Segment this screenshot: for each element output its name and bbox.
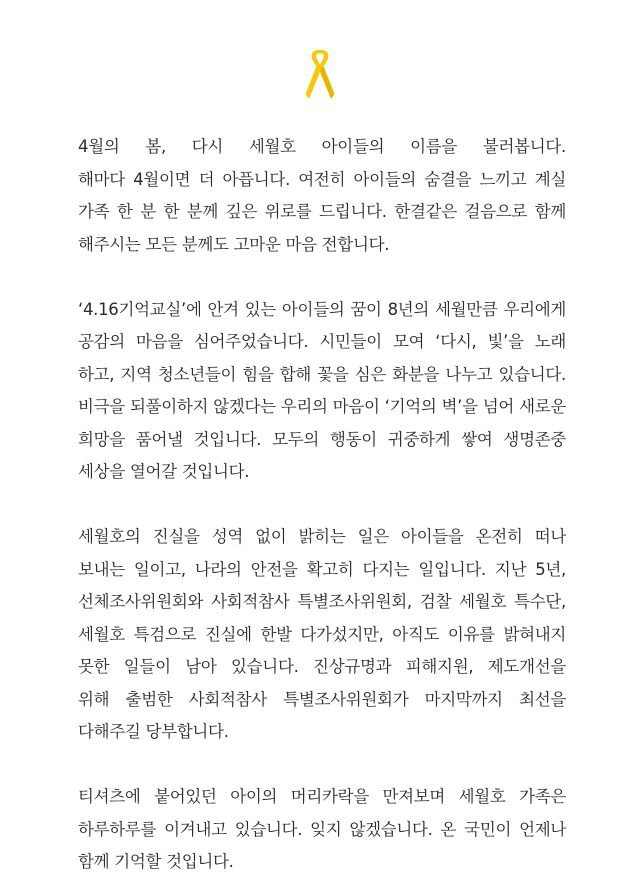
paragraph-line: 세월호 특검으로 진실에 한발 다가섰지만, 아직도 이유를 밝혀내지 [78, 624, 566, 644]
paragraph-line: 희망을 품어낼 것입니다. 모두의 행동이 귀중하게 쌓여 생명존중 [78, 429, 566, 449]
paragraph-1 [78, 131, 566, 261]
paragraph-3 [78, 521, 566, 749]
paragraph-line: ‘4.16기억교실’에 안겨 있는 아이들의 꿈이 8년의 세월만큼 우리에게 [78, 299, 566, 319]
paragraph-line: 세월호의 진실을 성역 없이 밝히는 일은 아이들을 온전히 떠나 [78, 527, 566, 546]
paragraph-line: 하고, 지역 청소년들이 힘을 합해 꽃을 심은 화분을 나누고 있습니다. [78, 364, 566, 384]
paragraph-line: 해주시는 모든 분께도 고마운 마음 전합니다. [78, 234, 390, 254]
paragraph-line: 4월의 봄, 다시 세월호 아이들의 이름을 불러봅니다. [78, 137, 566, 156]
yellow-ribbon-icon [303, 48, 337, 104]
paragraph-line: 선체조사위원회와 사회적참사 특별조사위원회, 검찰 세월호 특수단, [78, 592, 566, 611]
paragraph-2 [78, 294, 566, 489]
ribbon-container [0, 48, 640, 104]
paragraph-line: 하루하루를 이겨내고 있습니다. 잊지 않겠습니다. 온 국민이 언제나 [78, 819, 566, 839]
paragraph-line: 위해 출범한 사회적참사 특별조사위원회가 마지막까지 최선을 [78, 689, 566, 709]
paragraph-line: 공감의 마음을 심어주었습니다. 시민들이 모여 ‘다시, 빛’을 노래 [78, 332, 566, 351]
paragraph-line: 비극을 되풀이하지 않겠다는 우리의 마음이 ‘기억의 벽’을 넘어 새로운 [78, 397, 566, 416]
paragraph-line: 해마다 4월이면 더 아픕니다. 여전히 아이들의 숨결을 느끼고 계실 [78, 169, 566, 189]
paragraph-line: 다해주길 당부합니다. [78, 722, 229, 741]
paragraph-line: 세상을 열어갈 것입니다. [78, 462, 250, 481]
paragraph-line: 가족 한 분 한 분께 깊은 위로를 드립니다. 한결같은 걸음으로 함께 [78, 202, 566, 221]
paragraph-line: 함께 기억할 것입니다. [78, 852, 234, 871]
paragraph-line: 보내는 일이고, 나라의 안전을 확고히 다지는 일입니다. 지난 5년, [78, 559, 566, 579]
paragraph-line: 못한 일들이 남아 있습니다. 진상규명과 피해지원, 제도개선을 [78, 657, 566, 676]
message-body [78, 131, 566, 879]
paragraph-line: 티셔츠에 붙어있던 아이의 머리카락을 만져보며 세월호 가족은 [78, 787, 566, 806]
paragraph-4 [78, 781, 566, 879]
